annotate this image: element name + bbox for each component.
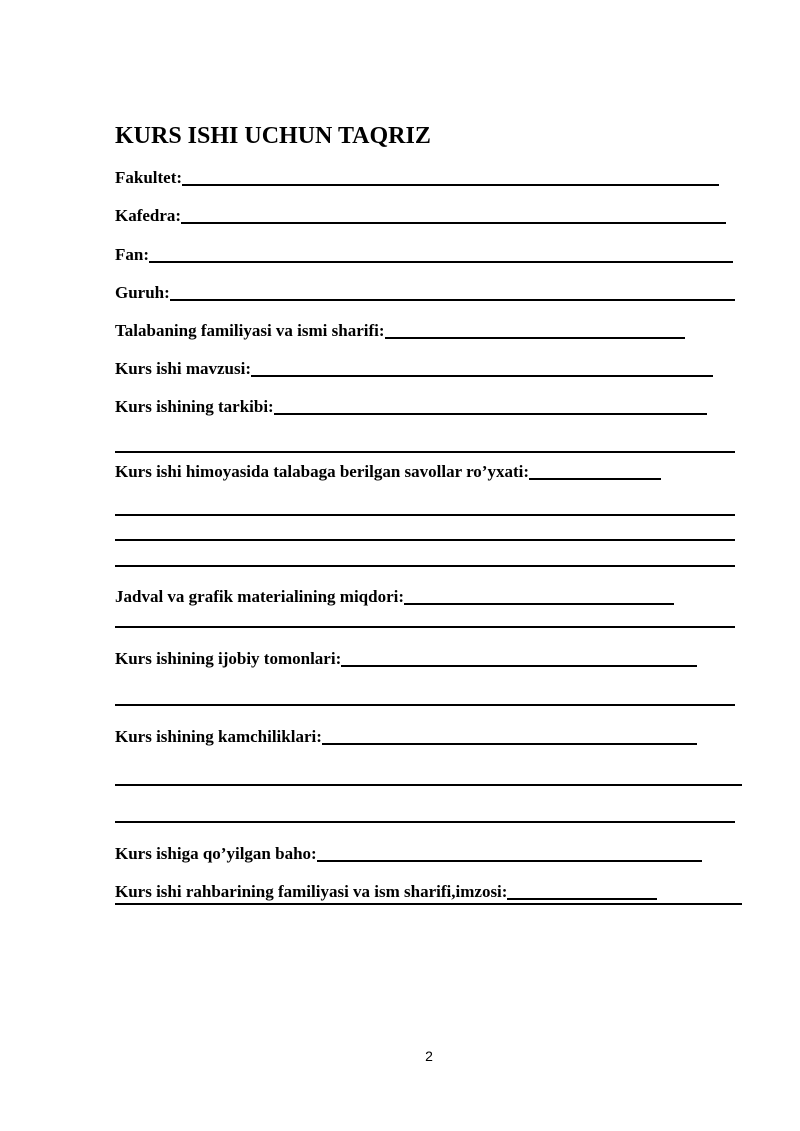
content-extra-line[interactable]: [115, 451, 735, 453]
group-field[interactable]: [170, 299, 735, 301]
materials-field[interactable]: [404, 603, 674, 605]
page-number: 2: [425, 1048, 433, 1064]
department-row: [115, 204, 726, 226]
questions-line-1[interactable]: [115, 514, 735, 516]
grade-field[interactable]: [317, 860, 702, 862]
supervisor-label: Kurs ishi rahbarining familiyasi va ism sharifi,imzosi:: [115, 882, 508, 901]
group-label: Guruh:: [115, 283, 170, 302]
department-label: Kafedra:: [115, 206, 182, 225]
student-name-row: [115, 319, 685, 341]
questions-line-3[interactable]: [115, 565, 735, 567]
supervisor-field[interactable]: [507, 898, 657, 900]
topic-row: [115, 357, 713, 379]
student-name-field[interactable]: [385, 337, 685, 339]
materials-label: Jadval va grafik materialining miqdori:: [115, 587, 404, 606]
subject-label: Fan:: [115, 245, 149, 264]
supervisor-underline: [115, 903, 742, 905]
form-title: KURS ISHI UCHUN TAQRIZ: [115, 123, 431, 149]
faculty-label: Fakultet:: [115, 168, 183, 187]
questions-line-2[interactable]: [115, 539, 735, 541]
department-field[interactable]: [181, 222, 726, 224]
questions-row: [115, 460, 661, 482]
weaknesses-label: Kurs ishining kamchiliklari:: [115, 727, 322, 746]
strengths-field[interactable]: [341, 665, 697, 667]
materials-row: [115, 585, 674, 607]
grade-row: [115, 842, 702, 864]
subject-field[interactable]: [149, 261, 733, 263]
content-label: Kurs ishining tarkibi:: [115, 397, 274, 416]
weaknesses-line-2[interactable]: [115, 821, 735, 823]
strengths-label: Kurs ishining ijobiy tomonlari:: [115, 649, 342, 668]
content-field[interactable]: [274, 413, 707, 415]
subject-row: [115, 243, 733, 265]
weaknesses-line-1[interactable]: [115, 784, 742, 786]
weaknesses-field[interactable]: [322, 743, 697, 745]
materials-extra-line[interactable]: [115, 626, 735, 628]
strengths-row: [115, 647, 697, 669]
faculty-field[interactable]: [182, 184, 719, 186]
supervisor-row: [115, 880, 657, 902]
student-name-label: Talabaning familiyasi va ismi sharifi:: [115, 321, 385, 340]
weaknesses-row: [115, 725, 697, 747]
topic-label: Kurs ishi mavzusi:: [115, 359, 252, 378]
questions-label: Kurs ishi himoyasida talabaga berilgan savollar ro’yxati:: [115, 462, 530, 481]
faculty-row: [115, 166, 719, 188]
strengths-extra-line[interactable]: [115, 704, 735, 706]
grade-label: Kurs ishiga qo’yilgan baho:: [115, 844, 317, 863]
group-row: [115, 281, 735, 303]
content-row: [115, 395, 707, 417]
topic-field[interactable]: [251, 375, 713, 377]
questions-field[interactable]: [529, 478, 661, 480]
